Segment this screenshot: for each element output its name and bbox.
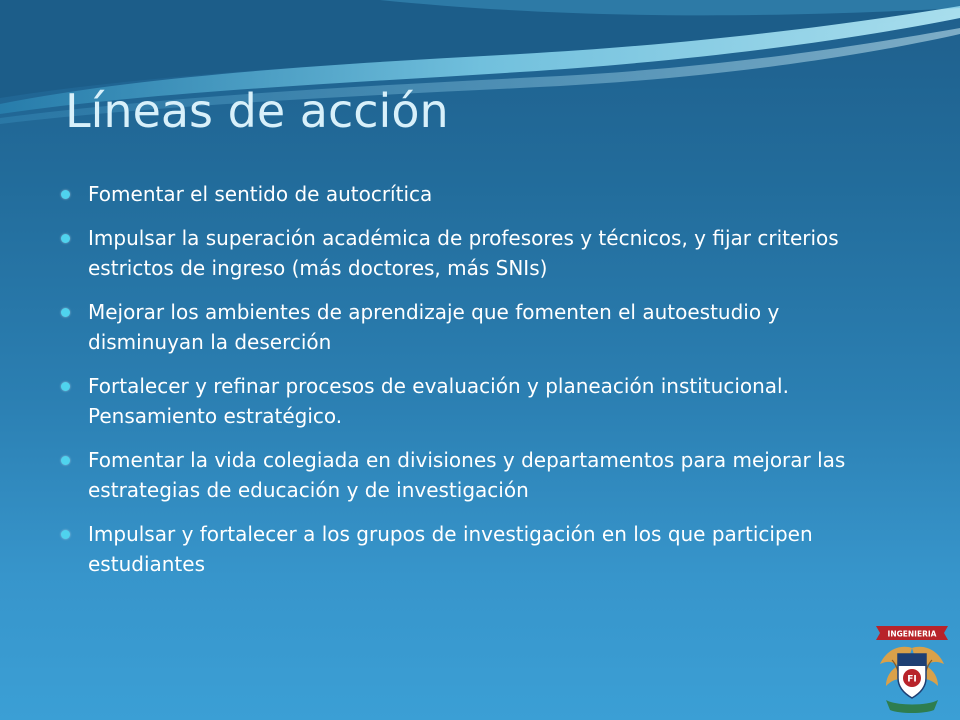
bullet-dot-icon	[61, 308, 70, 317]
bullet-item	[88, 445, 898, 505]
bullet-item	[88, 179, 898, 209]
bullet-dot-icon	[61, 190, 70, 199]
bullet-item	[88, 297, 898, 357]
bullet-item	[88, 223, 898, 283]
bullet-dot-icon	[61, 530, 70, 539]
bullet-item	[88, 519, 898, 579]
slide-title: Líneas de acción	[65, 84, 449, 138]
bullet-text: Fortalecer y refinar procesos de evaluación y planeación institucional. Pensamiento estratégico.	[88, 374, 789, 428]
bullet-text: Impulsar y fortalecer a los grupos de investigación en los que participen estudiantes	[88, 522, 813, 576]
bullet-item	[88, 371, 898, 431]
bullet-text: Fomentar la vida colegiada en divisiones y departamentos para mejorar las estrategias de educación y de investigación	[88, 448, 846, 502]
bullet-dot-icon	[61, 456, 70, 465]
faculty-of-engineering-crest-icon	[872, 620, 952, 714]
bullet-dot-icon	[61, 382, 70, 391]
bullet-dot-icon	[61, 234, 70, 243]
bullet-text: Mejorar los ambientes de aprendizaje que fomenten el autoestudio y disminuyan la deserción	[88, 300, 780, 354]
bullet-list	[88, 179, 898, 593]
bullet-text: Impulsar la superación académica de profesores y técnicos, y fijar criterios estrictos de ingreso (más doctores, más SNIs)	[88, 226, 839, 280]
svg-text:FI: FI	[907, 674, 917, 685]
logo-text: INGENIERIA	[887, 629, 937, 639]
bullet-text: Fomentar el sentido de autocrítica	[88, 182, 433, 206]
